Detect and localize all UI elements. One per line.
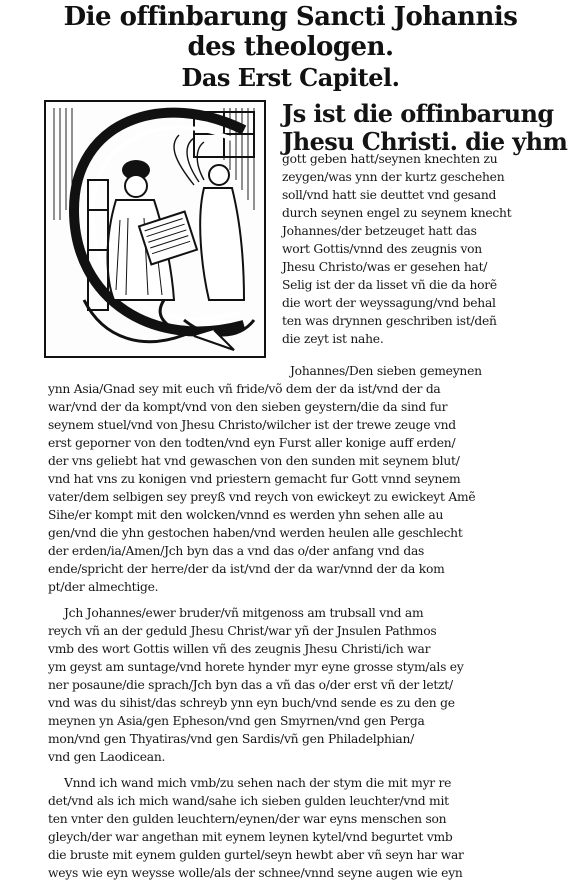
opening-line-1: Js ist die offinbarung: [282, 99, 554, 128]
text-line: meynen yn Asia/gen Epheson/vnd gen Smyrnen/vnd gen Perga: [48, 714, 425, 728]
text-line: erst geporner von den todten/vnd eyn Furst aller konige auff erden/: [48, 436, 456, 450]
text-line: ende/spricht der herre/der da ist/vnd der da war/vnnd der da kom: [48, 562, 445, 576]
text-line: pt/der almechtige.: [48, 580, 159, 594]
text-line: vnd hat vns zu konigen vnd priestern gemacht fur Gott vnnd seynem: [48, 472, 461, 486]
text-line: seynem stuel/vnd von Jhesu Christo/wilcher ist der trewe zeuge vnd: [48, 418, 456, 432]
woodcut-initial-icon: [44, 100, 266, 358]
text-line: durch seynen engel zu seynem knecht: [282, 206, 512, 220]
text-line: reych vñ an der geduld Jhesu Christ/war yñ der Jnsulen Pathmos: [48, 624, 437, 638]
text-line: vnd gen Laodicean.: [48, 750, 166, 764]
text-line: ynn Asia/Gnad sey mit euch vñ fride/võ dem der da ist/vnd der da: [48, 382, 441, 396]
text-line: ym geyst am suntage/vnd horete hynder myr eyne grosse stym/als ey: [48, 660, 464, 674]
text-line: det/vnd als ich mich wand/sahe ich sieben gulden leuchter/vnd mit: [48, 794, 449, 808]
text-line: der erden/ia/Amen/Jch byn das a vnd das o/der anfang vnd das: [48, 544, 425, 558]
text-line: die zeyt ist nahe.: [282, 332, 384, 346]
opening-line-2: Jhesu Christi. die yhm: [282, 127, 568, 156]
text-line: weys wie eyn weysse wolle/als der schnee/vnnd seyne augen wie eyn: [48, 866, 463, 880]
text-line: die wort der weyssagung/vnd behal: [282, 296, 496, 310]
text-line: mon/vnd gen Thyatiras/vnd gen Sardis/vñ gen Philadelphian/: [48, 732, 415, 746]
text-line: ten vnter den gulden leuchtern/eynen/der war eyns menschen son: [48, 812, 447, 826]
text-line: gott geben hatt/seynen knechten zu: [282, 152, 498, 166]
page-title-continued: des theologen.: [187, 32, 394, 62]
text-line: wort Gottis/vnnd des zeugnis von: [282, 242, 482, 256]
text-line: die bruste mit eynem gulden gurtel/seyn hewbt aber vñ seyn har war: [48, 848, 464, 862]
text-line: gleych/der war angethan mit eynem leynen kytel/vnd begurtet vmb: [48, 830, 453, 844]
text-line: gen/vnd die yhn gestochen haben/vnd werden heulen alle geschlecht: [48, 526, 463, 540]
text-line: vmb des wort Gottis willen vñ des zeugnis Jhesu Christi/ich war: [48, 642, 431, 656]
page-title: Die offinbarung Sancti Johannis: [63, 2, 518, 32]
text-line: zeygen/was ynn der kurtz geschehen: [282, 170, 505, 184]
text-line: vater/dem selbigen sey preyß vnd reych von ewickeyt zu ewickeyt Amẽ: [48, 490, 476, 504]
text-line: vnd was du sihist/das schreyb ynn eyn buch/vnd sende es zu den ge: [48, 696, 455, 710]
text-line: der vns geliebt hat vnd gewaschen von den sunden mit seynem blut/: [48, 454, 460, 468]
text-line: soll/vnd hatt sie deuttet vnd gesand: [282, 188, 497, 202]
text-line: Sihe/er kompt mit den wolcken/vnnd es werden yhn sehen alle au: [48, 508, 444, 522]
chapter-heading: Das Erst Capitel.: [181, 63, 400, 92]
text-line: Jch Johannes/ewer bruder/vñ mitgenoss am trubsall vnd am: [64, 606, 424, 620]
text-line: war/vnd der da kompt/vnd von den sieben geystern/die da sind fur: [48, 400, 448, 414]
text-line: ten was drynnen geschriben ist/deñ: [282, 314, 497, 328]
text-line: Selig ist der da lisset vñ die da horẽ: [282, 278, 497, 292]
text-line: ner posaune/die sprach/Jch byn das a vñ das o/der erst vñ der letzt/: [48, 678, 453, 692]
text-line: Vnnd ich wand mich vmb/zu sehen nach der stym die mit myr re: [64, 776, 452, 790]
text-line: Johannes/der betzeuget hatt das: [282, 224, 477, 238]
text-line: Jhesu Christo/was er gesehen hat/: [282, 260, 488, 274]
text-line: Johannes/Den sieben gemeynen: [290, 364, 482, 378]
